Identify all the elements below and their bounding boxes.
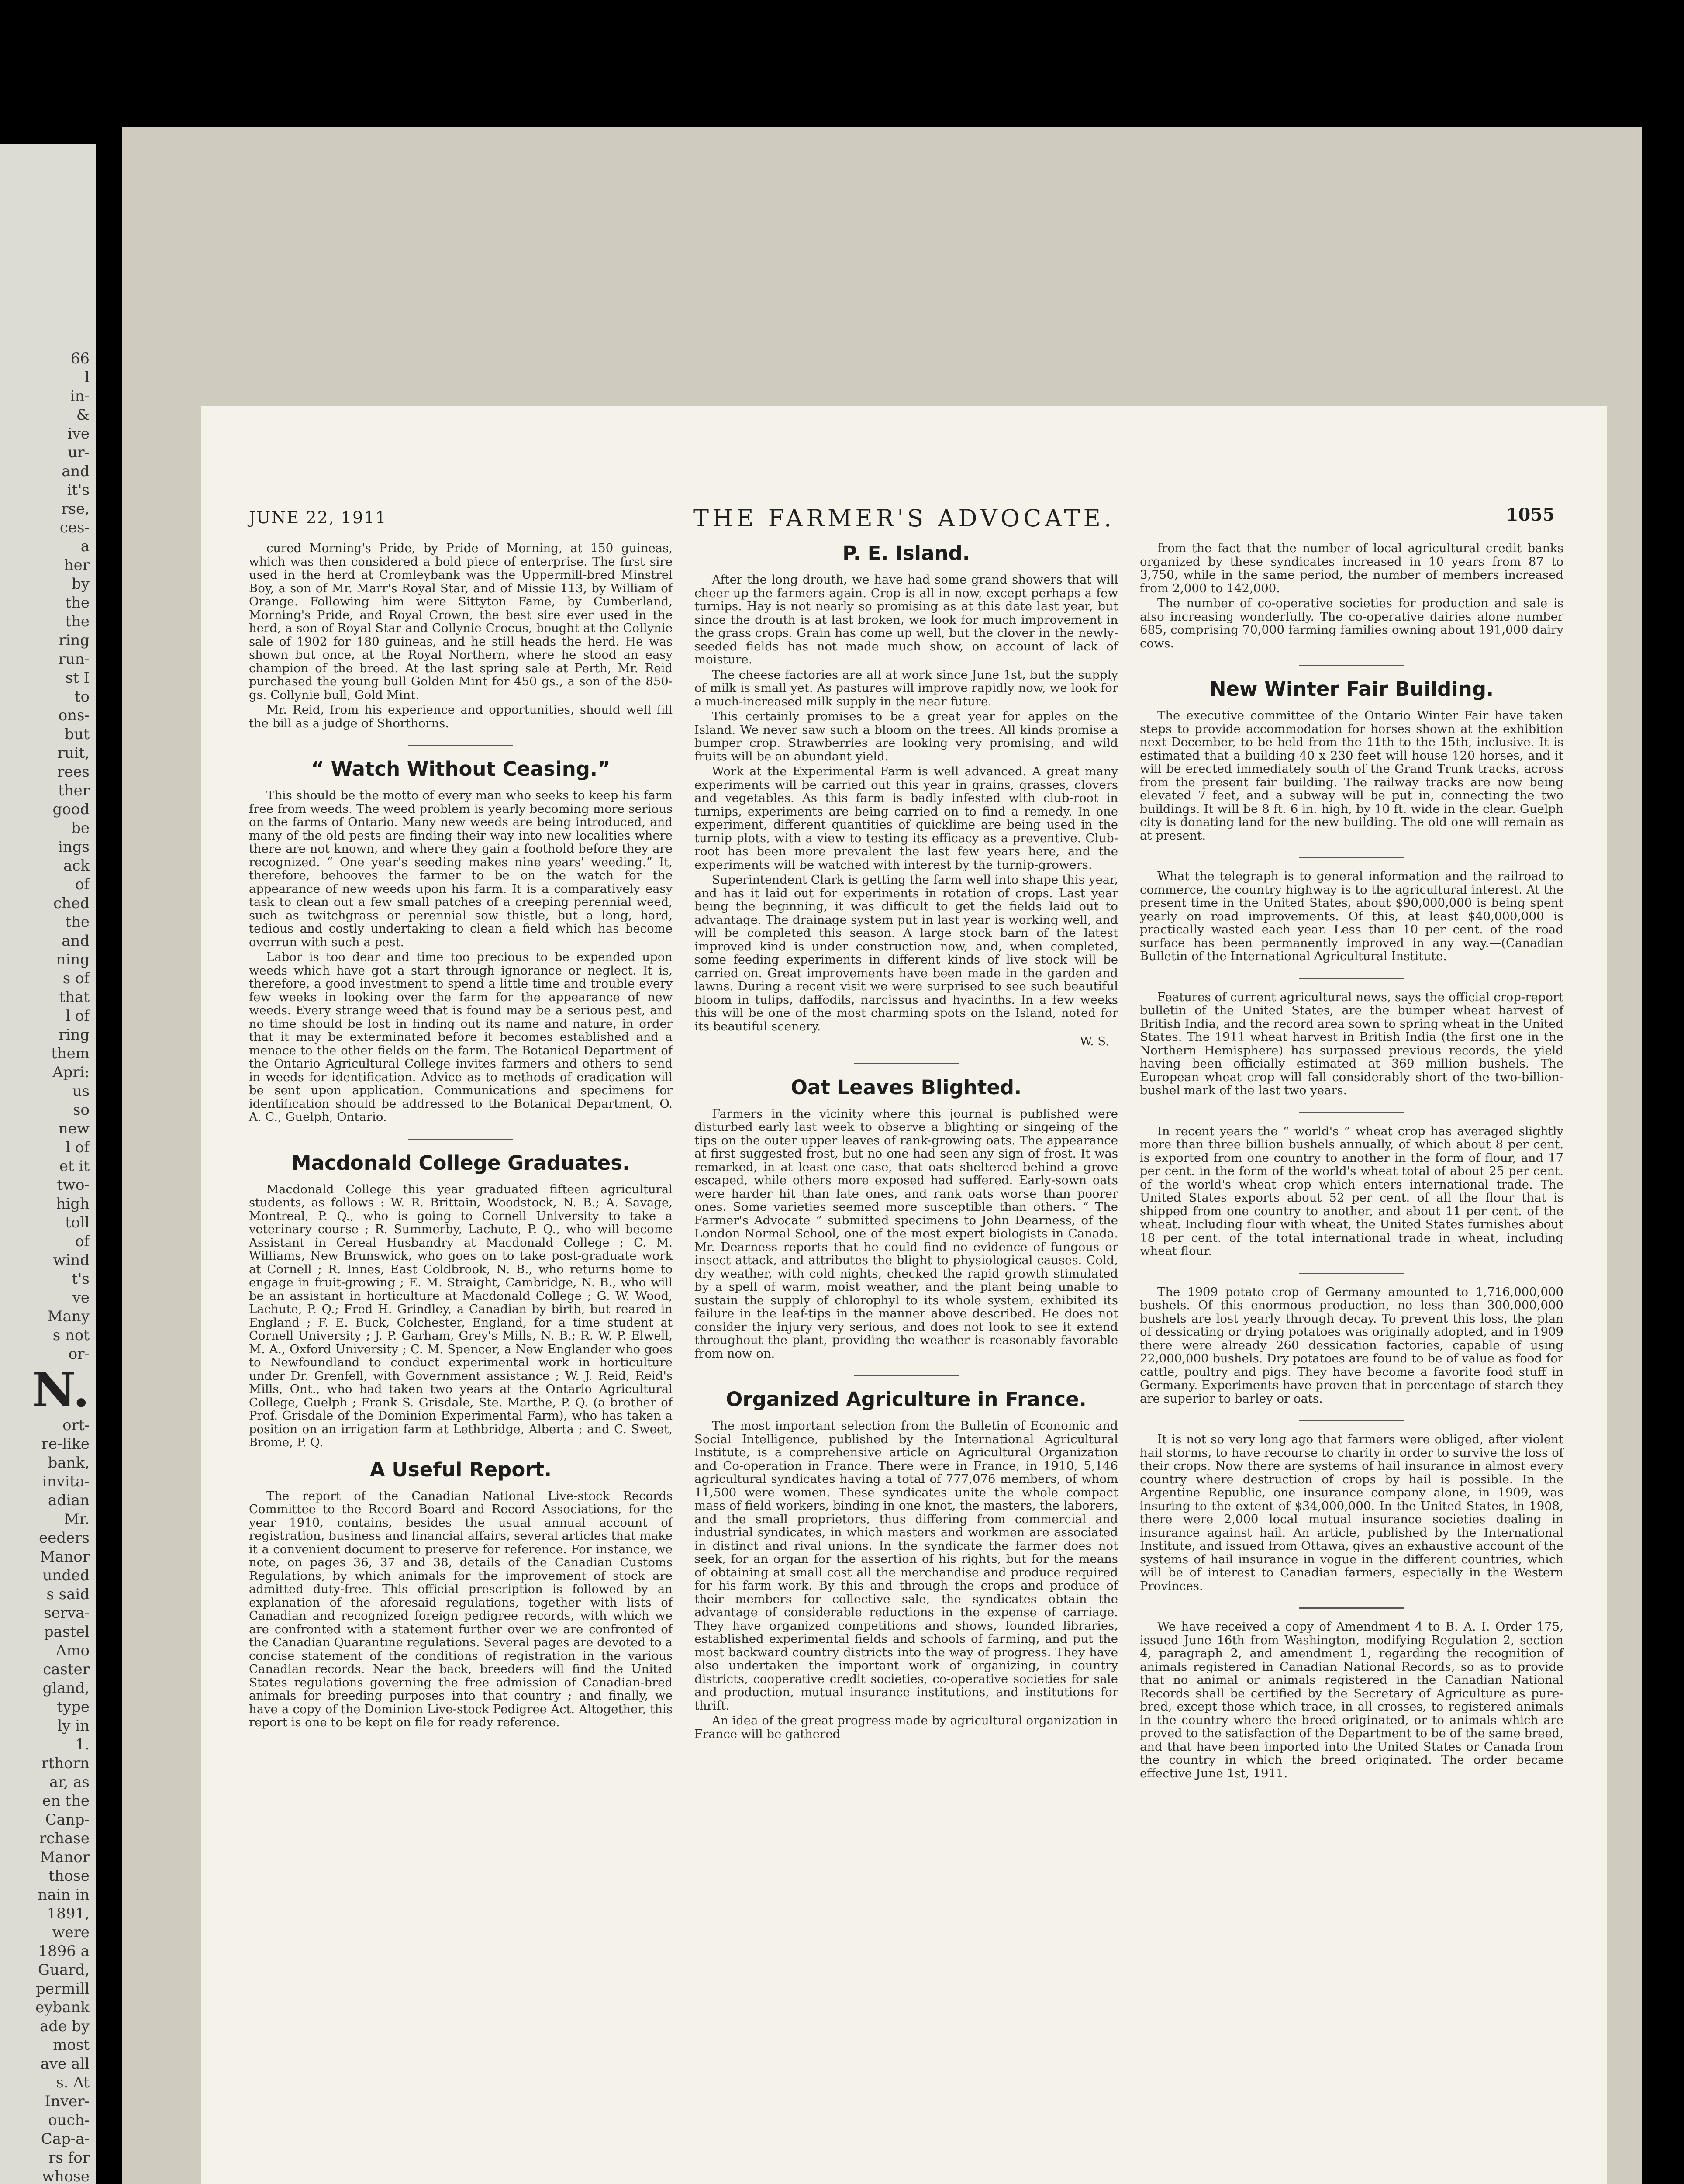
adjacent-text-fragment: ther <box>58 782 90 799</box>
adjacent-text-fragment: unded <box>42 1567 90 1584</box>
adjacent-text-fragment: it's <box>67 481 90 499</box>
article-macdonald-college <box>249 1183 673 1449</box>
paragraph: The most important selection from the Bulletin of Economic and Social Intelligence, published by the International Agricultural Institute, is a comprehensive article on Agricultural Organization and Co-operation in France. There were in France, in 1910, 5,146 agricultural syndicates having a total of 777,076 members, of whom 11,500 were women. These syndicates unite the whole compact mass of field workers, binding in one knot, the masters, the laborers, and the small proprietors, thus differing from commercial and industrial syndicates, in which masters and workmen are associated in distinct and rival unions. In the syndicate the farmer does not seek, for an organ for the assertion of his rights, but for the means of obtaining at small cost all the merchandise and produce required for his farm work. By this and through the crops and produce of their members for collective sale, the syndicates obtain the advantage of considerable reductions in the expense of carriage. They have organized competitions and shows, founded libraries, established experimental fields and schools of farming, and put the most backward country districts into the way of progress. They have also undertaken the important work of organizing, in country districts, cooperative credit societies, co-operative societies for sale and production, mutual insurance institutions, and institutions for thrift. <box>694 1419 1118 1713</box>
adjacent-text-fragment: type <box>57 1698 90 1716</box>
adjacent-text-fragment: new <box>58 1120 90 1137</box>
adjacent-text-fragment: the <box>65 913 90 931</box>
adjacent-text-lines <box>0 349 90 1364</box>
adjacent-text-fragment: to <box>74 688 90 705</box>
divider <box>408 1139 513 1140</box>
article-useful-report <box>249 1489 673 1729</box>
adjacent-text-fragment: rse, <box>61 500 90 518</box>
adjacent-text-fragment: eeders <box>39 1529 90 1547</box>
adjacent-text-fragment: 1896 a <box>38 1942 90 1960</box>
adjacent-text-fragment: pastel <box>44 1623 90 1641</box>
adjacent-text-fragment: ning <box>56 951 90 968</box>
adjacent-text-fragment: ring <box>59 632 90 649</box>
adjacent-text-fragment: ack <box>63 857 90 874</box>
adjacent-text-fragment: the <box>65 594 90 612</box>
adjacent-heading: N. <box>32 1362 90 1418</box>
adjacent-text-fragment: those <box>48 1867 90 1885</box>
news-notes <box>1140 857 1563 1780</box>
adjacent-text-fragment: Amo <box>55 1642 90 1659</box>
adjacent-text-fragment: Manor <box>40 1548 90 1565</box>
adjacent-text-fragment: of <box>75 1233 90 1250</box>
article-continuation-france <box>1140 542 1563 650</box>
adjacent-text-fragment: Inver- <box>45 2093 90 2110</box>
paragraph: from the fact that the number of local agricultural credit banks organized by these syndicates increased in 10 years from 87 to 3,750, while in the same period, the number of members increased from 2,000 to 142,000. <box>1140 541 1563 595</box>
paragraph: An idea of the great progress made by agricultural organization in France will be gathered <box>694 1714 1118 1741</box>
adjacent-text-fragment: rs for <box>48 2149 90 2167</box>
article-organized-agriculture <box>694 1419 1118 1741</box>
article-pei <box>694 573 1118 1033</box>
heading-winter-fair: New Winter Fair Building. <box>1209 677 1494 701</box>
adjacent-text-fragment: rchase <box>39 1830 90 1847</box>
column-3 <box>1140 542 1563 2184</box>
adjacent-text-fragment: serva- <box>44 1604 90 1622</box>
adjacent-text-fragment: l of <box>66 1139 90 1156</box>
adjacent-text-fragment: 1. <box>75 1736 90 1753</box>
adjacent-text-fragment: s not <box>52 1327 90 1344</box>
divider <box>854 1375 959 1376</box>
adjacent-text-fragment: l <box>85 369 90 386</box>
paragraph: Work at the Experimental Farm is well advanced. A great many experiments will be carried out this year in grains, grasses, clovers and vegetables. As this farm is badly infested with club-root in turnips, experiments are being carried on to find a remedy. In one experiment, different quantities of quicklime are being used in the turnip plots, with a view to testing its efficacy as a preventive. Club-root has been more prevalent the last few years here, and the experiments will be watched with interest by the turnip-growers. <box>694 764 1118 872</box>
divider <box>1299 1273 1404 1274</box>
adjacent-text-fragment: ces- <box>59 519 90 536</box>
article-watch-without-ceasing <box>249 789 673 1124</box>
adjacent-text-fragment: ouch- <box>48 2111 90 2129</box>
adjacent-text-fragment: Apri: <box>52 1064 90 1081</box>
divider <box>1299 978 1404 979</box>
adjacent-text-fragment: high <box>56 1195 90 1213</box>
paragraph: It is not so very long ago that farmers were obliged, after violent hail storms, to have recourse to charity in order to survive the loss of their crops. Now there are systems of hail insurance in almost every country where destruction of crops by hail is possible. In the Argentine Republic, one insurance company alone, in 1909, was insuring to the extent of $34,000,000. In the United States, in 1908, there were 2,000 local mutual insurance societies dealing in insurance against hail. An article, published by the International Institute, and issued from Ottawa, gives an exhaustive account of the systems of hail insurance in vogue in the different countries, which will be of interest to Canadian farmers, especially in the Western Provinces. <box>1140 1432 1563 1593</box>
column-2 <box>694 542 1118 2184</box>
issue-date: JUNE 22, 1911 <box>249 508 387 527</box>
scan-mount <box>122 127 1642 2184</box>
adjacent-text-fragment: eybank <box>35 1999 90 2016</box>
column-1 <box>249 542 673 2184</box>
adjacent-text-fragment: caster <box>43 1661 90 1678</box>
adjacent-text-fragment: were <box>52 1924 90 1941</box>
adjacent-text-fragment: bank, <box>48 1454 90 1472</box>
paragraph: The 1909 potato crop of Germany amounted to 1,716,000,000 bushels. Of this enormous production, no less than 300,000,000 bushels are lost yearly through decay. To prevent this loss, the plan of dessicating or drying potatoes was originally adopted, and in 1909 there were already 260 dessication factories, capable of using 22,000,000 bushels. Dry potatoes are found to be of value as food for cattle, poultry and pigs. They have become a favorite food stuff in Germany. Experiments have proven that in percentage of starch they are superior to barley or oats. <box>1140 1285 1563 1406</box>
heading-oat-leaves: Oat Leaves Blighted. <box>790 1075 1022 1099</box>
adjacent-text-fragment: ruit, <box>57 744 90 762</box>
divider <box>1299 1607 1404 1609</box>
adjacent-text-fragment: t's <box>72 1270 90 1288</box>
adjacent-text-fragment: and <box>62 463 90 480</box>
adjacent-text-fragment: so <box>73 1101 90 1119</box>
adjacent-text-fragment: them <box>51 1045 90 1062</box>
divider <box>1299 857 1404 858</box>
adjacent-text-fragment: run- <box>58 650 90 668</box>
paragraph: After the long drouth, we have had some grand showers that will cheer up the farmers again. Crop is all in now, except perhaps a few turnips. Hay is not nearly so promising as at this date last year, but since the drouth is at last broken, we look for much improvement in the grass crops. Grain has come up well, but the clover in the newly-seeded fields has not made much show, on account of lack of moisture. <box>694 573 1118 667</box>
adjacent-text-fragment: st I <box>65 669 90 687</box>
paragraph: We have received a copy of Amendment 4 to B. A. I. Order 175, issued June 16th from Washington, modifying Regulation 2, section 4, paragraph 2, and amendment 1, regarding the recognition of animals registered in Canadian National Records, so as to provide that no animal or animals registered in the Canadian National Records shall be certified by the Secretary of Agriculture as pure-bred, except those which trace, in all crosses, to registered animals in the country where the breed originated, or to animals which are proved to the satisfaction of the Department to be of the same breed, and that have been imported into the United States or Canada from the country in which the breed originated. The order became effective June 1st, 1911. <box>1140 1620 1563 1780</box>
paragraph: Labor is too dear and time too precious to be expended upon weeds which have got a start through ignorance or neglect. It is, therefore, a good investment to spend a little time and trouble every few weeks in looking over the farm for the appearance of new weeds. Every strange weed that is found may be a serious pest, and no time should be lost in finding out its name and nature, in order that it may be exterminated before it becomes established and a menace to the other fields on the farm. The Botanical Department of the Ontario Agricultural College invites farmers and others to send in weeds for identification. Advice as to methods of eradication will be sent upon application. Communications and specimens for identification should be addressed to the Botanical Department, O. A. C., Guelph, Ontario. <box>249 950 673 1124</box>
divider <box>854 1063 959 1064</box>
paragraph: The cheese factories are all at work since June 1st, but the supply of milk is small yet. As pastures will improve rapidly now, we look for a much-increased milk supply in the near future. <box>694 667 1118 708</box>
adjacent-text-fragment: most <box>53 2036 90 2054</box>
adjacent-text-fragment: ring <box>59 1026 90 1044</box>
adjacent-text-fragment: ons- <box>58 707 90 724</box>
adjacent-text-fragment: ur- <box>68 444 90 461</box>
paragraph: What the telegraph is to general information and the railroad to commerce, the country highway is to the agricultural interest. At the present time in the United States, about $90,000,000 is being spent yearly on road improvements. Of this, at least $40,000,000 is practically wasted each year. Less than 10 per cent. of the road surface has been permanently improved in any way.—(Canadian Bulletin of the International Agricultural Institute. <box>1140 869 1563 963</box>
adjacent-text-fragment: nain in <box>38 1886 90 1904</box>
adjacent-text-fragment: Mr. <box>64 1510 90 1528</box>
adjacent-text-fragment: l of <box>66 1007 90 1025</box>
adjacent-page-text <box>0 349 90 2184</box>
paragraph: In recent years the “ world's ” wheat crop has averaged slightly more than three billion bushels annually, of which about 8 per cent. is exported from one country to another in the form of flour, and 17 per cent. in the form of the world's wheat total of about 25 per cent. of the world's wheat crop which enters international trade. The United States exports about 52 per cent. of all the flour that is shipped from one country to another, and about 11 per cent. of the wheat. Including flour with wheat, the United States furnishes about 18 per cent. of the total international trade in wheat, including wheat flour. <box>1140 1124 1563 1258</box>
adjacent-text-fragment: ve <box>72 1289 90 1306</box>
paragraph: The report of the Canadian National Live-stock Records Committee to the Record Board and Record Associations, for the year 1910, contains, besides the usual annual account of registration, business and financial affairs, several articles that make it a convenient document to preserve for reference. For instance, we note, on pages 36, 37 and 38, details of the Canadian Customs Regulations, by which animals for the improvement of stock are admitted duty-free. This official prescription is followed by an explanation of the aforesaid regulations, together with lists of Canadian and recognized foreign pedigree records, with which we are confronted with a statement further over we are confronted of the Canadian Quarantine regulations. Several pages are devoted to a concise statement of the conditions of registration in the various Canadian records. Near the back, breeders will find the United States regulations governing the free admission of Canadian-bred animals for breeding purposes into that country ; and finally, we have a copy of the Dominion Live-stock Pedigree Act. Altogether, this report is one to be kept on file for ready reference. <box>249 1489 673 1729</box>
adjacent-text-fragment: ly in <box>57 1717 90 1735</box>
adjacent-text-fragment: that <box>59 988 90 1006</box>
adjacent-text-fragment: et it <box>59 1158 90 1175</box>
divider <box>408 745 513 746</box>
heading-organized-agriculture: Organized Agriculture in France. <box>726 1388 1087 1411</box>
paragraph: Superintendent Clark is getting the farm well into shape this year, and has it laid out for experiments in rotation of crops. Last year being the beginning, it was difficult to get the fields laid out to advantage. The drainage system put in last year is working well, and will be completed this season. A large stock barn of the latest improved kind is under construction now, and, when completed, some feeding experiments in different kinds of live stock will be carried on. Great improvements have been made in the garden and lawns. During a recent visit we were surprised to see such beautiful bloom in tulips, daffodils, narcissus and hyacinths. In a few weeks this will be one of the most charming spots on the Island, noted for its beautiful scenery. <box>694 873 1118 1033</box>
adjacent-text-fragment: rthorn <box>41 1755 90 1772</box>
divider <box>1299 1112 1404 1113</box>
article-oat-leaves <box>694 1107 1118 1361</box>
heading-macdonald-college: Macdonald College Graduates. <box>291 1151 630 1175</box>
adjacent-text-fragment: Cap-a- <box>41 2130 90 2148</box>
article-continuation <box>249 542 673 730</box>
adjacent-text-fragment: two- <box>57 1176 90 1194</box>
paragraph: This should be the motto of every man who seeks to keep his farm free from weeds. The weed problem is yearly becoming more serious on the farms of Ontario. Many new weeds are being introduced, and many of the old pests are finding their way into new localities where there are not known, and where they gain a foothold before they are recognized. “ One year's seeding makes nine years' weeding.” It, therefore, behooves the farmer to be on the watch for the appearance of new weeds upon his farm. It is a comparatively easy task to clean out a few small patches of a creeping perennial weed, such as twitchgrass or perennial sow thistle, but a long, hard, tedious and costly undertaking to clean a field which has become overrun with such a pest. <box>249 788 673 949</box>
heading-watch-without-ceasing: “ Watch Without Ceasing.” <box>311 757 611 781</box>
heading-pei: P. E. Island. <box>842 542 970 565</box>
adjacent-text-fragment: or- <box>68 1345 90 1363</box>
adjacent-text-fragment: ched <box>53 895 90 912</box>
adjacent-text-fragment: adian <box>48 1492 90 1509</box>
paragraph: Features of current agricultural news, says the official crop-report bulletin of the United States, are the bumper wheat harvest of British India, and the record area sown to spring wheat in the United States. The 1911 wheat harvest in British India (the first one in the Northern Hemisphere) has surpassed previous records, the yield having been officially estimated at 369 million bushels. The European wheat crop will fall considerably short of the two-billion-bushel mark of the last two years. <box>1140 990 1563 1097</box>
adjacent-text-fragment: re-like <box>41 1435 90 1453</box>
adjacent-text-fragment: Canp- <box>45 1811 90 1828</box>
divider <box>1299 665 1404 666</box>
adjacent-text-fragment: ave all <box>40 2055 90 2073</box>
adjacent-text-fragment: Manor <box>40 1849 90 1866</box>
paragraph: The executive committee of the Ontario Winter Fair have taken steps to provide accommodation for horses shown at the exhibition next December, to be held from the 11th to the 15th, inclusive. It is estimated that a building 40 x 230 feet will house 120 horses, and it will be erected immediately south of the Grand Trunk tracks, across from the present fair building. The railway tracks are now being elevated 7 feet, and a subway will be put in, connecting the two buildings. It will be 8 ft. 6 in. high, by 10 ft. wide in the clear. Guelph city is donating land for the new building. The old one will remain as at present. <box>1140 708 1563 843</box>
adjacent-text-fragment: & <box>76 406 90 424</box>
adjacent-text-fragment: 1891, <box>47 1905 90 1922</box>
adjacent-text-fragment: a <box>80 538 90 555</box>
paragraph: The number of co-operative societies for production and sale is also increasing wonderfully. The co-operative dairies alone number 685, comprising 70,000 farming families owning about 191,000 dairy cows. <box>1140 596 1563 650</box>
adjacent-text-lines-2 <box>0 1435 90 2184</box>
adjacent-text-fragment: ar, as <box>49 1773 90 1791</box>
adjacent-text-fragment: us <box>72 1082 90 1100</box>
adjacent-subheading: ort- <box>62 1417 90 1434</box>
adjacent-text-fragment: of <box>75 876 90 893</box>
adjacent-text-fragment: the <box>65 613 90 630</box>
divider <box>1299 1420 1404 1421</box>
adjacent-text-fragment: rees <box>57 763 90 781</box>
masthead-title: THE FARMER'S ADVOCATE. <box>693 505 1115 532</box>
adjacent-text-fragment: 66 <box>70 350 90 367</box>
adjacent-text-fragment: whose <box>41 2168 90 2184</box>
paragraph: Mr. Reid, from his experience and opportunities, should well fill the bill as a judge of Shorthorns. <box>249 703 673 730</box>
adjacent-text-fragment: her <box>64 556 90 574</box>
heading-useful-report: A Useful Report. <box>369 1458 552 1481</box>
adjacent-text-fragment: in- <box>70 387 90 405</box>
adjacent-text-fragment: toll <box>65 1214 90 1231</box>
adjacent-text-fragment: but <box>64 726 90 743</box>
paragraph: Macdonald College this year graduated fifteen agricultural students, as follows : W. R. Brittain, Woodstock, N. B.; A. Savage, Montreal, P. Q., who is going to Cornell University to take a veterinary course ; R. Summerby, Lachute, P. Q., who will become Assistant in Cereal Husbandry at Macdonald College ; C. M. Williams, New Brunswick, who goes on to take post-graduate work at Cornell ; R. Innes, East Coldbrook, N. B., who returns home to engage in fruit-growing ; E. M. Straight, Cambridge, N. B., who will be an assistant in horticulture at Macdonald College ; G. W. Wood, Lachute, P. Q.; Fred H. Grindley, a Canadian by birth, but reared in England ; F. E. Buck, Colchester, England, for a time student at Cornell University ; J. P. Garham, Grey's Mills, N. B.; R. W. P. Elwell, M. A., Oxford University ; C. M. Spencer, a New Englander who goes to Newfoundland to conduct experimental work in horticulture under Dr. Grenfell, with Government assistance ; W. J. Reid, Reid's Mills, Ont., who had taken two years at the Ontario Agricultural College, Guelph ; Frank S. Grisdale, Ste. Marthe, P. Q. (a brother of Prof. Grisdale of the Dominion Experimental Farm), who has taken a position on an irrigation farm at Lethbridge, Alberta ; and C. Sweet, Brome, P. Q. <box>249 1182 673 1449</box>
page-number: 1055 <box>1506 505 1555 525</box>
adjacent-text-fragment: permill <box>35 1980 90 1997</box>
adjacent-text-fragment: by <box>72 575 90 593</box>
adjacent-text-fragment: ade by <box>40 2018 90 2035</box>
adjacent-text-fragment: invita- <box>42 1473 90 1490</box>
paragraph: Farmers in the vicinity where this journal is published were disturbed early last week to observe a blighting or singeing of the tips on the outer upper leaves of rank-growing oats. The appearance at first suggested frost, but no one had seen any sign of frost. It was remarked, in at least one case, that oats sheltered behind a grove escaped, while others more exposed had suffered. Early-sown oats were harder hit than late ones, and rank oats worse than poorer ones. Some varieties seemed more susceptible than others. “ The Farmer's Advocate ” submitted specimens to John Dearness, of the London Normal School, one of the most expert biologists in Canada. Mr. Dearness reports that he could find no evidence of fungous or insect attack, and attributes the blight to physiological causes. Cold, dry weather, with cold nights, checked the rapid growth stimulated by a spell of warm, moist weather, and the plant being unable to sustain the supply of chlorophyl to its whole system, exhibited its failure in the leaf-tips in the manner above described. He does not consider the injury very serious, and does not look to see it extend throughout the plant, providing the weather is reasonably favorable from now on. <box>694 1106 1118 1361</box>
adjacent-text-fragment: be <box>71 819 90 837</box>
paragraph: cured Morning's Pride, by Pride of Morning, at 150 guineas, which was then considered a bold piece of enterprise. The first sire used in the herd at Cromleybank was the Uppermill-bred Minstrel Boy, a son of Mr. Marr's Royal Star, and of Missie 113, by William of Orange. Following him were Sittyton Fame, by Cumberland, Morning's Pride, and Royal Crown, the best sire ever used in the herd, a son of Royal Star and Collynie Crocus, bought at the Collynie sale of 1902 for 180 guineas, and he still heads the herd. He was shown but once, at the Royal Northern, where he stood an easy champion of the breed. At the last spring sale at Perth, Mr. Reid purchased the young bull Golden Mint for 450 gs., a son of the 850-gs. Collynie bull, Gold Mint. <box>249 541 673 702</box>
adjacent-text-fragment: and <box>62 932 90 950</box>
adjacent-text-fragment: gland, <box>42 1679 90 1697</box>
adjacent-text-fragment: s of <box>62 970 90 987</box>
adjacent-text-fragment: Guard, <box>38 1961 90 1979</box>
adjacent-text-fragment: wind <box>53 1251 90 1269</box>
signature: W. S. <box>1080 1034 1109 1048</box>
adjacent-text-fragment: en the <box>42 1792 90 1810</box>
article-winter-fair <box>1140 709 1563 842</box>
adjacent-text-fragment: good <box>52 801 90 818</box>
newspaper-page <box>201 406 1607 2184</box>
paragraph: This certainly promises to be a great year for apples on the Island. We never saw such a bloom on the trees. All kinds promise a bumper crop. Strawberries are looking very promising, and wild fruits will be an abundant yield. <box>694 709 1118 764</box>
adjacent-text-fragment: Many <box>47 1308 90 1325</box>
page-header <box>249 505 1559 539</box>
adjacent-text-fragment: ings <box>58 838 90 856</box>
adjacent-text-fragment: s said <box>46 1586 90 1603</box>
adjacent-text-fragment: ive <box>67 425 90 442</box>
adjacent-text-fragment: s. At <box>56 2074 90 2091</box>
